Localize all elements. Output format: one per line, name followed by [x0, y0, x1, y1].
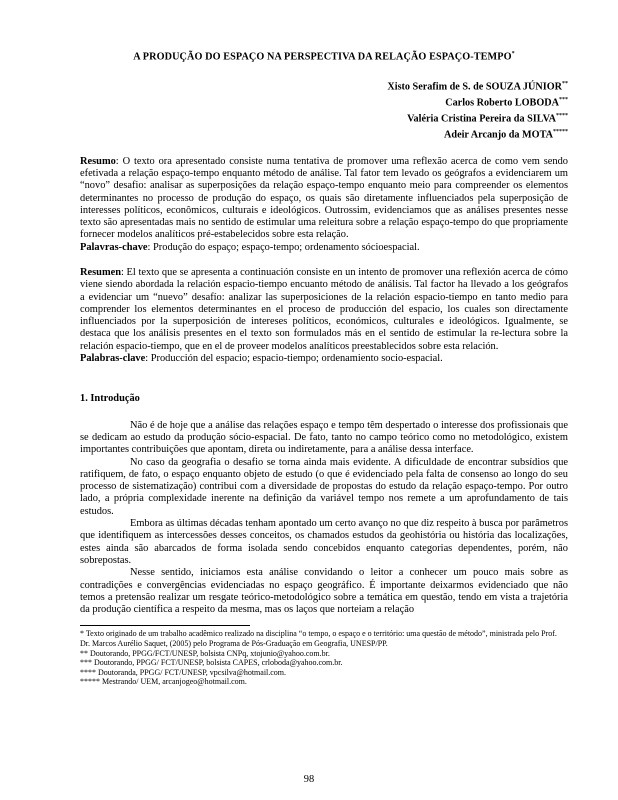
- footnote-divider: [80, 625, 250, 626]
- footnotes: [80, 629, 568, 687]
- abstract-label: Resumo: [80, 155, 116, 167]
- author-line: [80, 110, 568, 126]
- author-footnote-mark: *****: [553, 128, 568, 135]
- footnote: **** Doutoranda, PPGG/ FCT/UNESP, vpcsilva@hotmail.com.: [80, 667, 287, 677]
- author-name: Valéria Cristina Pereira da SILVA: [407, 113, 556, 125]
- page-number: 98: [303, 774, 315, 785]
- author-footnote-mark: **: [562, 80, 568, 87]
- body-paragraph: Embora as últimas décadas tenham apontado um certo avanço no que diz respeito à busca por parâmetros que identifiquem as intercessões desses conceitos, os chamados estudos da geohistória ou história das localizações, estes ainda são abarcados de forma isolada sendo concebidos enquanto categorias dependentes, porém, não sobrepostas.: [80, 518, 568, 566]
- author-footnote-mark: ***: [559, 96, 568, 103]
- document-page: [80, 48, 568, 687]
- keywords-spanish: [80, 353, 568, 365]
- author-line: [80, 126, 568, 142]
- abstract-text: : El texto que se apresenta a continuación consiste en un intento de promover una reflexión acerca de cómo viene siendo abordada la relación espacio-tiempo encuanto método de análisis. Tal factor ha llevado a los geógrafos a evidenciar um “nuevo” desafío: analizar las superposiciones de la relación espacio-tiempo en tanto medio para comprender los elementos determinantes en el proceso de producción del espacio, los cuales son directamente influenciados por la superposición de intereses políticos, económicos, culturales e ideológicos. Igualmente, se destaca que los análisis presentes en el texto son formulados más en el sentido de estimular la re-lectura sobre la relación espacio-tiempo, que en el de proveer modelos analíticos preestablecidos sobre esta relación.: [80, 267, 568, 352]
- keywords-text: : Produção do espaço; espaço-tempo; ordenamento sócioespacial.: [147, 241, 420, 253]
- author-line: [80, 94, 568, 110]
- footnote: * Texto originado de um trabalho acadêmico realizado na disciplina “o tempo, o espaço e o território: uma questão de método”, ministrada pelo Prof. Dr. Marcos Aurélio Saquet, (2005) pelo Programa de Pós-Graduação em Geografia, UNESP/PP.: [80, 629, 557, 649]
- footnote: *** Doutorando, PPGG/ FCT/UNESP, bolsista CAPES, crloboda@yahoo.com.br.: [80, 658, 343, 668]
- author-line: [80, 78, 568, 94]
- paper-title: [80, 48, 568, 64]
- abstract-label: Resumen: [80, 267, 121, 278]
- keywords-portuguese: [80, 242, 568, 254]
- body-paragraph: Nesse sentido, iniciamos esta análise convidando o leitor a conhecer um pouco mais sobre as contradições e convergências evidenciadas no espaço geográfico. É importante deixarmos evidenciado que não temos a pretensão realizar um resgate teórico-metodológico sobre a temática em questão, tendo em vista a trajetória da produção científica a respeito da mesma, mas os laços que norteiam a relação: [80, 567, 568, 616]
- keywords-label: Palabras-clave: [80, 353, 146, 365]
- section-heading: 1. Introdução: [80, 393, 140, 405]
- author-name: Adeir Arcanjo da MOTA: [444, 129, 553, 141]
- keywords-label: Palavras-chave: [80, 241, 148, 253]
- author-name: Carlos Roberto LOBODA: [445, 97, 559, 109]
- footnote: ** Doutorando, PPGG/FCT/UNESP, bolsista CNPq, xtojunio@yahoo.com.br.: [80, 648, 330, 658]
- title-footnote-mark: *: [511, 51, 515, 57]
- body-paragraph: Não é de hoje que a análise das relações espaço e tempo têm despertado o interesse dos profissionais que se dedicam ao estudo da produção sócio-espacial. De fato, tanto no campo teórico como no metodológico, existem importantes contribuições que apontam, direta ou indiretamente, para a análise dessa interface.: [80, 419, 568, 456]
- footnote: ***** Mestrando/ UEM, arcanjogeo@hotmail.com.: [80, 677, 247, 687]
- abstract-spanish: [80, 267, 568, 353]
- abstract-portuguese: [80, 156, 568, 242]
- author-name: Xisto Serafim de S. de SOUZA JÚNIOR: [387, 81, 562, 93]
- keywords-text: : Producción del espacio; espacio-tiempo; ordenamiento socio-espacial.: [145, 353, 443, 365]
- author-list: [80, 78, 568, 142]
- paper-title-text: A PRODUÇÃO DO ESPAÇO NA PERSPECTIVA DA RELAÇÃO ESPAÇO-TEMPO: [133, 51, 512, 63]
- author-footnote-mark: ****: [556, 112, 568, 119]
- body-paragraph: No caso da geografia o desafio se torna ainda mais evidente. A dificuldade de encontrar subsídios que ratifiquem, de fato, o espaço enquanto objeto de estudo (o que é evidenciado pela falta de consenso ao longo do seu processo de sistematização) contribui com a diversidade de propostas do estudo da relação espaço-tempo. Por outro lado, a própria complexidade inerente na definição da variável tempo nos remete a um aprofundamento de tais estudos.: [80, 456, 568, 517]
- abstract-text: : O texto ora apresentado consiste numa tentativa de promover uma reflexão acerca de como vem sendo efetivada a relação espaço-tempo enquanto método de análise. Tal fator tem levado os geógrafos a evidenciarem um “novo” desafio: analisar as superposições da relação espaço-tempo enquanto meio para compreender os elementos determinantes no processo de produção do espaço, os quais são diretamente influenciados pela superposição de interesses políticos, econômicos, culturais e ideológicos. Outrossim, evidenciamos que as análises presentes nesse texto são apresentadas mais no sentido de estimular uma releitura sobre a relação espaço-tempo do que propriamente fornecer modelos analíticos pré-estabelecidos sobre esta relação.: [80, 155, 568, 241]
